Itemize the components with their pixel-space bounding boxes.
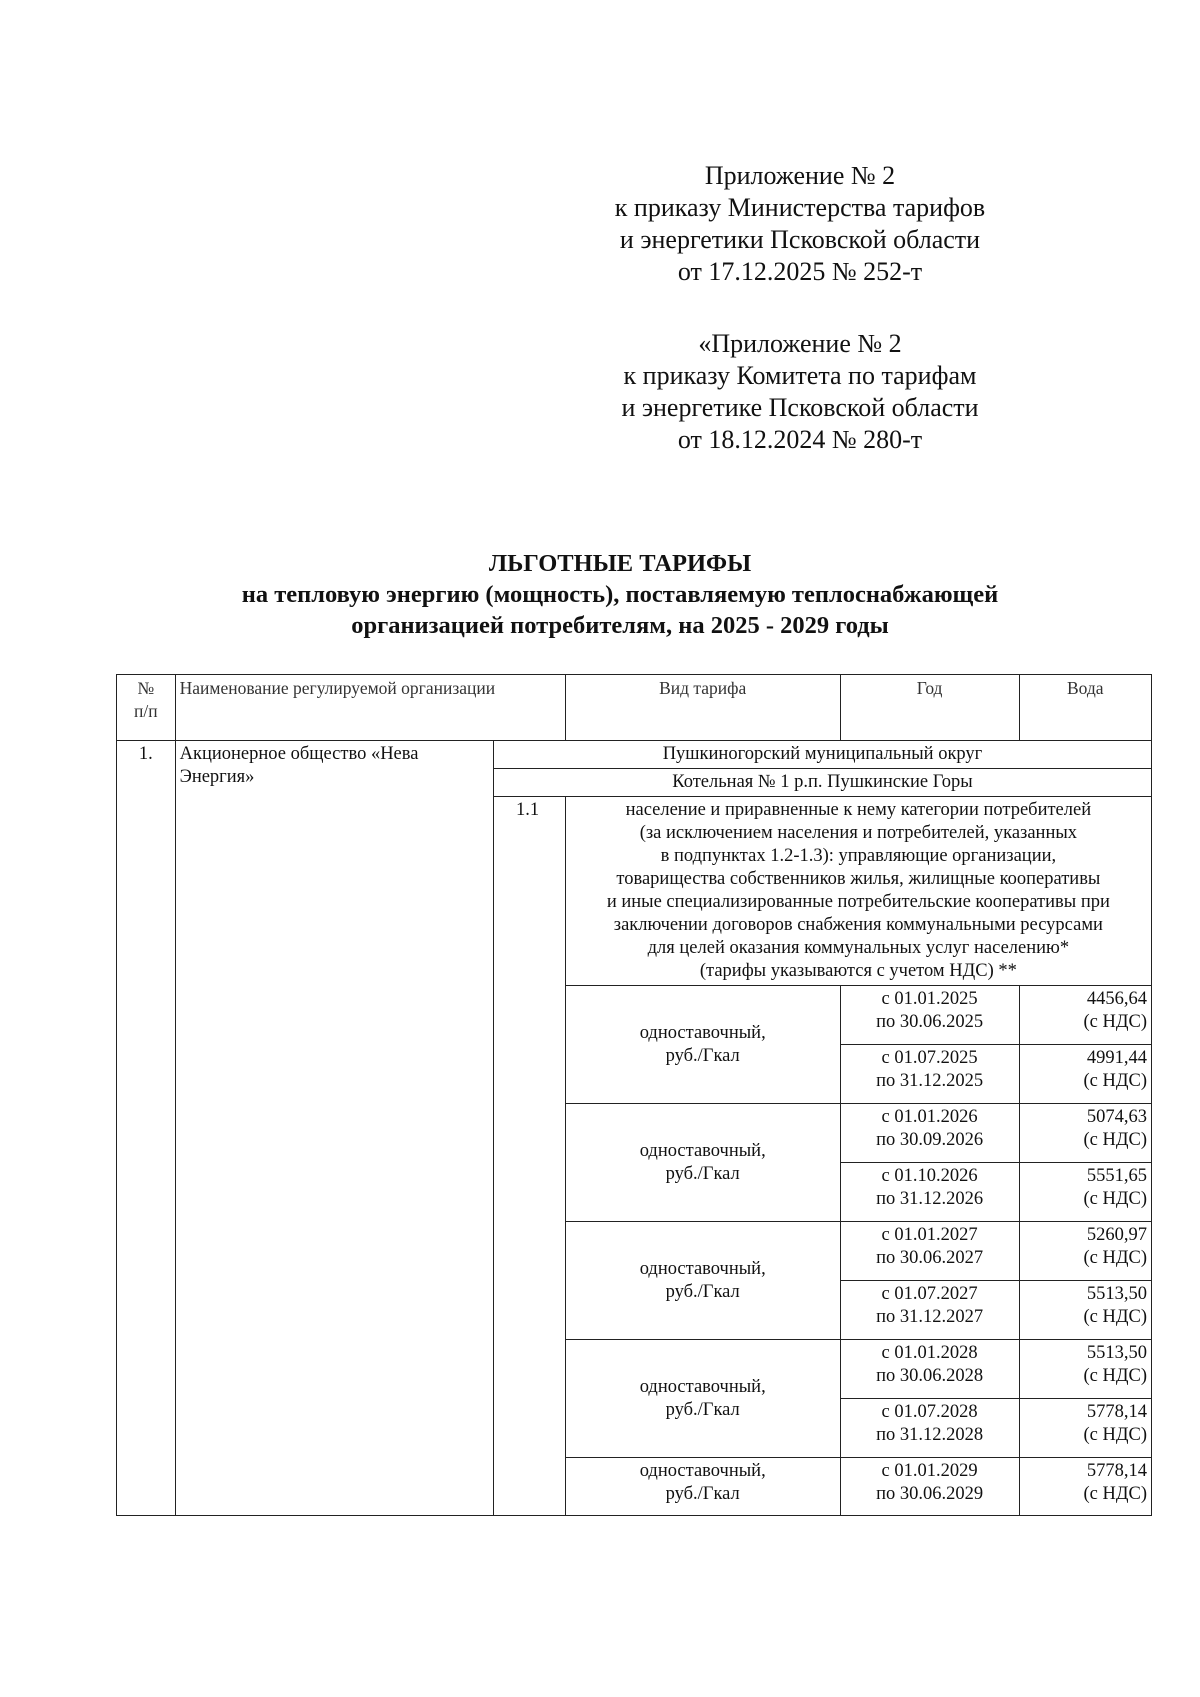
appendix-header: [590, 160, 1010, 288]
original-appendix-header: [590, 328, 1010, 456]
period-cell: с 01.01.2029 по 30.06.2029: [840, 1458, 1019, 1516]
header-tariff: Вид тарифа: [565, 675, 840, 741]
header-org: Наименование регулируемой организации: [175, 675, 565, 741]
header-line: к приказу Министерства тарифов: [614, 193, 986, 222]
tariff-type: одноставочный, руб./Гкал: [565, 1104, 840, 1222]
table-row: [117, 741, 1152, 769]
header-line: и энергетики Псковской области: [619, 225, 981, 254]
tariff-value-cell: 5074,63 (с НДС): [1019, 1104, 1151, 1163]
header-year: Год: [840, 675, 1019, 741]
period-cell: с 01.01.2028 по 30.06.2028: [840, 1340, 1019, 1399]
tariff-value-cell: 5513,50 (с НДС): [1019, 1340, 1151, 1399]
tariff-table: [116, 674, 1152, 1516]
title-line: организацией потребителям, на 2025 - 2029 годы: [351, 612, 889, 639]
period-cell: с 01.07.2025 по 31.12.2025: [840, 1045, 1019, 1104]
header-water: Вода: [1019, 675, 1151, 741]
row-number: 1.: [117, 741, 176, 1516]
header-line: «Приложение № 2: [698, 329, 902, 358]
title-line: на тепловую энергию (мощность), поставляемую теплоснабжающей: [241, 581, 999, 608]
tariff-value-cell: 5778,14 (с НДС): [1019, 1399, 1151, 1458]
header-line: к приказу Комитета по тарифам: [623, 361, 977, 390]
period-cell: с 01.01.2026 по 30.09.2026: [840, 1104, 1019, 1163]
document-title: [120, 548, 1120, 641]
tariff-value-cell: 5513,50 (с НДС): [1019, 1281, 1151, 1340]
header-num: № п/п: [117, 675, 176, 741]
header-line: от 17.12.2025 № 252-т: [677, 257, 923, 286]
tariff-type: одноставочный, руб./Гкал: [565, 1222, 840, 1340]
tariff-value-cell: 4456,64 (с НДС): [1019, 986, 1151, 1045]
tariff-type: одноставочный, руб./Гкал: [565, 986, 840, 1104]
period-cell: с 01.07.2028 по 31.12.2028: [840, 1399, 1019, 1458]
table-header-row: [117, 675, 1152, 741]
tariff-value-cell: 4991,44 (с НДС): [1019, 1045, 1151, 1104]
district-name: Пушкиногорский муниципальный округ: [493, 741, 1151, 769]
tariff-value-cell: 5778,14 (с НДС): [1019, 1458, 1151, 1516]
subitem-number: 1.1: [493, 797, 565, 1516]
boiler-name: Котельная № 1 р.п. Пушкинские Горы: [493, 769, 1151, 797]
period-cell: с 01.01.2027 по 30.06.2027: [840, 1222, 1019, 1281]
tariff-value-cell: 5551,65 (с НДС): [1019, 1163, 1151, 1222]
tariff-value-cell: 5260,97 (с НДС): [1019, 1222, 1151, 1281]
tariff-type: одноставочный, руб./Гкал: [565, 1458, 840, 1516]
period-cell: с 01.07.2027 по 31.12.2027: [840, 1281, 1019, 1340]
consumer-category: население и приравненные к нему категории потребителей (за исключением населения и потребителей, указанных в подпунктах 1.2-1.3): управляющие организации, товарищества собственников жилья, жилищные кооперативы и иные специализированные потребительские кооперативы при заключении договоров снабжения коммунальными ресурсами для целей оказания коммунальных услуг населению* (тарифы указываются с учетом НДС) **: [565, 797, 1151, 986]
title-line: ЛЬГОТНЫЕ ТАРИФЫ: [488, 550, 752, 577]
header-line: Приложение № 2: [704, 161, 896, 190]
header-line: и энергетике Псковской области: [621, 393, 979, 422]
period-cell: с 01.01.2025 по 30.06.2025: [840, 986, 1019, 1045]
header-line: от 18.12.2024 № 280-т: [677, 425, 923, 454]
period-cell: с 01.10.2026 по 31.12.2026: [840, 1163, 1019, 1222]
organization-name: Акционерное общество «Нева Энергия»: [175, 741, 493, 1516]
tariff-type: одноставочный, руб./Гкал: [565, 1340, 840, 1458]
